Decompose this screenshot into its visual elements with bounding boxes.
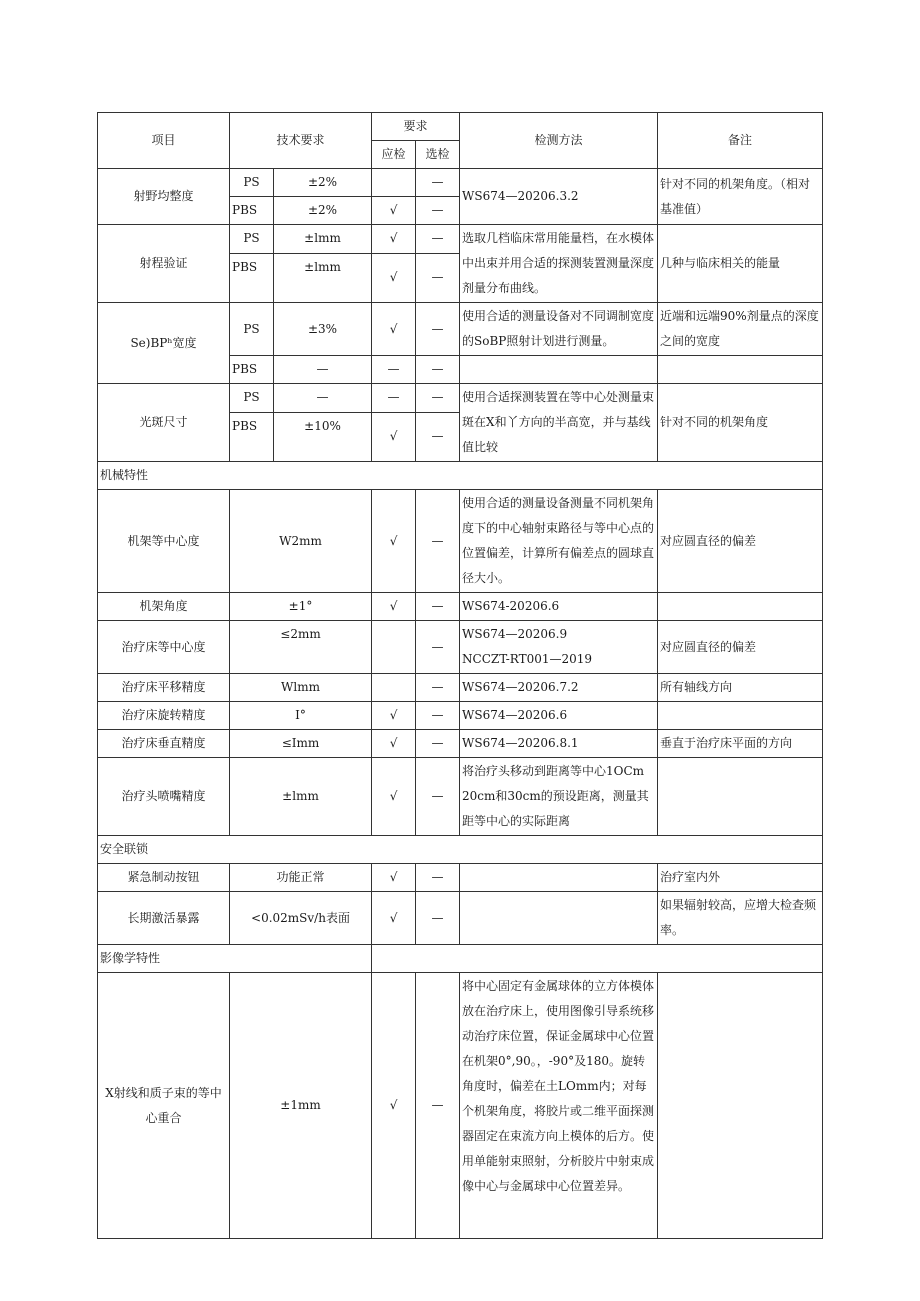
optional-dash: —: [416, 253, 460, 302]
check-mark: √: [372, 973, 416, 1239]
pbs-value: ±2%: [274, 197, 372, 225]
optional-dash: —: [416, 892, 460, 945]
optional-dash: —: [416, 490, 460, 593]
row-name: 治疗头喷嘴精度: [98, 758, 230, 836]
req-value: I°: [230, 702, 372, 730]
check-mark: √: [372, 490, 416, 593]
ps-value: ±lmm: [274, 225, 372, 254]
table-row: [98, 593, 823, 621]
remark-cell: 所有轴线方向: [658, 674, 823, 702]
req-value: ≤Imm: [230, 730, 372, 758]
check-mark: √: [372, 892, 416, 945]
req-value: Wlmm: [230, 674, 372, 702]
method-cell: 使用合适探测装置在等中心处测量束斑在X和丫方向的半高宽，并与基线值比较: [460, 384, 658, 462]
section-row: [98, 836, 823, 864]
check-mark: √: [372, 593, 416, 621]
method-cell: [460, 356, 658, 384]
req-value: <0.02mSv/h表面: [230, 892, 372, 945]
table-row: [98, 864, 823, 892]
remark-cell: [658, 702, 823, 730]
row-name: 治疗床平移精度: [98, 674, 230, 702]
method-cell: WS674—20206.8.1: [460, 730, 658, 758]
pbs-value: —: [274, 356, 372, 384]
ps-label: PS: [230, 384, 274, 413]
pbs-label: PBS: [230, 197, 274, 225]
header-optional: 选检: [416, 141, 460, 169]
check-mark: √: [372, 225, 416, 254]
section-row: [98, 945, 823, 973]
check-mark: √: [372, 702, 416, 730]
optional-dash: —: [416, 412, 460, 461]
check-mark: √: [372, 758, 416, 836]
check-mark: √: [372, 864, 416, 892]
row-name: 射程验证: [98, 225, 230, 303]
method-cell: WS674—20206.6: [460, 702, 658, 730]
mandatory-dash: —: [372, 356, 416, 384]
method-cell: WS674—20206.3.2: [460, 169, 658, 225]
header-remark: 备注: [658, 113, 823, 169]
table-row: [98, 702, 823, 730]
check-mark: √: [372, 303, 416, 356]
header-method: 检测方法: [460, 113, 658, 169]
optional-dash: —: [416, 225, 460, 254]
row-name: 紧急制动按钮: [98, 864, 230, 892]
remark-cell: 针对不同的机架角度: [658, 384, 823, 462]
check-mark: √: [372, 197, 416, 225]
remark-cell: 针对不同的机架角度。（相对基准值）: [658, 169, 823, 225]
method-cell: WS674-20206.6: [460, 593, 658, 621]
method-cell: 将中心固定有金属球体的立方体模体放在治疗床上，使用图像引导系统移动治疗床位置，保证金属球中心位置在机架0°,90。，-90°及180。旋转角度时，偏差在土LOmm内；对每个机架角度，将胶片或二维平面探测器固定在束流方向上模体的后方。使用单能射束照射，分析胶片中射束成像中心与金属球中心位置差异。: [460, 973, 658, 1239]
method-cell: 使用合适的测量设备对不同调制宽度的SoBP照射计划进行测量。: [460, 303, 658, 356]
method-line: WS674—20206.9: [462, 627, 568, 641]
method-cell: 将治疗头移动到距离等中心1OCm 20cm和30cm的预设距离，测量其距等中心的实际距离: [460, 758, 658, 836]
method-cell: WS674—20206.7.2: [460, 674, 658, 702]
optional-dash: —: [416, 356, 460, 384]
method-cell: [460, 864, 658, 892]
pbs-label: PBS: [230, 412, 274, 461]
table-row: [98, 973, 823, 1239]
ps-label: PS: [230, 169, 274, 197]
method-line: NCCZT-RT001—2019: [462, 652, 593, 666]
pbs-label: PBS: [230, 356, 274, 384]
row-name: 治疗床等中心度: [98, 621, 230, 674]
qa-specification-table: [97, 112, 823, 1239]
remark-cell: [658, 356, 823, 384]
optional-dash: —: [416, 197, 460, 225]
optional-dash: —: [416, 303, 460, 356]
pbs-value: ±10%: [274, 412, 372, 461]
req-value: ≤2mm: [230, 621, 372, 674]
row-name: X射线和质子束的等中心重合: [98, 973, 230, 1239]
section-mechanical: 机械特性: [98, 462, 823, 490]
row-name: 治疗床旋转精度: [98, 702, 230, 730]
section-imaging: 影像学特性: [98, 945, 372, 973]
method-cell: [460, 892, 658, 945]
table-row: [98, 621, 823, 674]
ps-value: ±3%: [274, 303, 372, 356]
row-name: Se)BPʰ宽度: [98, 303, 230, 384]
remark-cell: 治疗室内外: [658, 864, 823, 892]
row-name: 机架等中心度: [98, 490, 230, 593]
row-name: 射野均整度: [98, 169, 230, 225]
ps-value: —: [274, 384, 372, 413]
table-row: [98, 384, 823, 413]
optional-dash: —: [416, 973, 460, 1239]
req-value: W2mm: [230, 490, 372, 593]
remark-cell: 如果辐射较高，应增大检查频率。: [658, 892, 823, 945]
row-name: 光斑尺寸: [98, 384, 230, 462]
pbs-label: PBS: [230, 253, 274, 302]
table-row: [98, 892, 823, 945]
row-name: 治疗床垂直精度: [98, 730, 230, 758]
ps-value: ±2%: [274, 169, 372, 197]
optional-dash: —: [416, 864, 460, 892]
remark-cell: 垂直于治疗床平面的方向: [658, 730, 823, 758]
method-cell: 使用合适的测量设备测量不同机架角度下的中心轴射束路径与等中心点的位置偏差，计算所有偏差点的圆球直径大小。: [460, 490, 658, 593]
optional-dash: —: [416, 169, 460, 197]
remark-cell: 近端和远端90%剂量点的深度之间的宽度: [658, 303, 823, 356]
section-safety: 安全联锁: [98, 836, 823, 864]
remark-cell: 几种与临床相关的能量: [658, 225, 823, 303]
check-mark: √: [372, 730, 416, 758]
table-row: [98, 730, 823, 758]
req-value: ±lmm: [230, 758, 372, 836]
optional-dash: —: [416, 758, 460, 836]
pbs-value: ±lmm: [274, 253, 372, 302]
table-row: [98, 758, 823, 836]
header-row: [98, 113, 823, 141]
remark-cell: [658, 973, 823, 1239]
req-value: ±1mm: [230, 973, 372, 1239]
header-tech: 技术要求: [230, 113, 372, 169]
req-value: ±1°: [230, 593, 372, 621]
header-mandatory: 应检: [372, 141, 416, 169]
mandatory-dash: —: [372, 384, 416, 413]
row-name: 机架角度: [98, 593, 230, 621]
optional-dash: —: [416, 730, 460, 758]
ps-label: PS: [230, 225, 274, 254]
section-row: [98, 462, 823, 490]
mandatory-cell: [372, 674, 416, 702]
remark-cell: 对应圆直径的偏差: [658, 490, 823, 593]
table-row: [98, 674, 823, 702]
method-cell: [460, 621, 658, 674]
table-row: [98, 169, 823, 197]
optional-dash: —: [416, 702, 460, 730]
check-mark: √: [372, 412, 416, 461]
table-row: [98, 490, 823, 593]
row-name: 长期激活暴露: [98, 892, 230, 945]
req-value: 功能正常: [230, 864, 372, 892]
optional-dash: —: [416, 384, 460, 413]
table-row: [98, 303, 823, 356]
check-mark: √: [372, 253, 416, 302]
method-cell: 选取几档临床常用能量档，在水模体中出束并用合适的探测装置测量深度剂量分布曲线。: [460, 225, 658, 303]
section-empty: [372, 945, 823, 973]
ps-label: PS: [230, 303, 274, 356]
optional-dash: —: [416, 621, 460, 674]
table-row: [98, 225, 823, 254]
remark-cell: 对应圆直径的偏差: [658, 621, 823, 674]
mandatory-cell: [372, 621, 416, 674]
header-req: 要求: [372, 113, 460, 141]
mandatory-cell: [372, 169, 416, 197]
remark-cell: [658, 758, 823, 836]
optional-dash: —: [416, 674, 460, 702]
optional-dash: —: [416, 593, 460, 621]
header-item: 项目: [98, 113, 230, 169]
remark-cell: [658, 593, 823, 621]
